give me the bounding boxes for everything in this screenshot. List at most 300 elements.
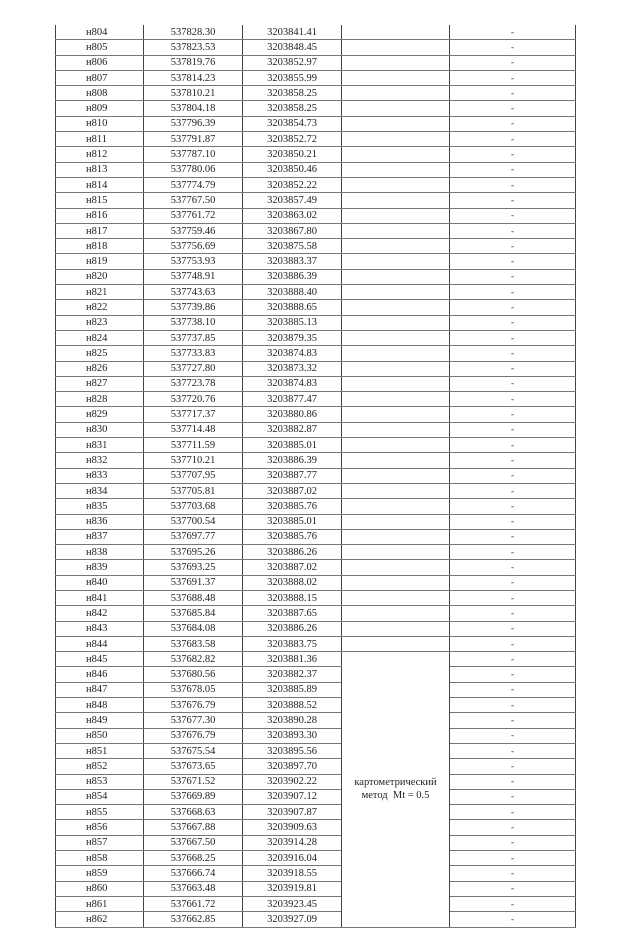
point-number-cell: н807 (56, 70, 144, 85)
point-number-cell: н834 (56, 483, 144, 498)
point-number-cell: н851 (56, 743, 144, 758)
y-coordinate-cell: 3203883.75 (243, 636, 342, 651)
table-row (56, 162, 576, 177)
error-cell: - (450, 682, 576, 697)
error-cell: - (450, 376, 576, 391)
x-coordinate-cell: 537759.46 (144, 223, 243, 238)
point-number-cell: н838 (56, 545, 144, 560)
x-coordinate-cell: 537685.84 (144, 606, 243, 621)
table-row (56, 636, 576, 651)
x-coordinate-cell: 537767.50 (144, 193, 243, 208)
table-row (56, 223, 576, 238)
x-coordinate-cell: 537667.50 (144, 835, 243, 850)
error-cell: - (450, 132, 576, 147)
point-number-cell: н830 (56, 422, 144, 437)
y-coordinate-cell: 3203852.72 (243, 132, 342, 147)
error-cell: - (450, 346, 576, 361)
method-cell (342, 376, 450, 391)
table-row (56, 177, 576, 192)
error-cell: - (450, 468, 576, 483)
error-cell: - (450, 590, 576, 605)
point-number-cell: н805 (56, 40, 144, 55)
point-number-cell: н844 (56, 636, 144, 651)
point-number-cell: н857 (56, 835, 144, 850)
table-row (56, 743, 576, 758)
error-cell: - (450, 759, 576, 774)
point-number-cell: н817 (56, 223, 144, 238)
y-coordinate-cell: 3203919.81 (243, 881, 342, 896)
table-row (56, 820, 576, 835)
method-cell (342, 483, 450, 498)
table-row (56, 789, 576, 804)
y-coordinate-cell: 3203867.80 (243, 223, 342, 238)
table-row (56, 590, 576, 605)
method-cell (342, 101, 450, 116)
y-coordinate-cell: 3203874.83 (243, 346, 342, 361)
method-cell (342, 636, 450, 651)
y-coordinate-cell: 3203888.02 (243, 575, 342, 590)
error-cell: - (450, 208, 576, 223)
table-row (56, 483, 576, 498)
method-cell (342, 621, 450, 636)
y-coordinate-cell: 3203852.22 (243, 177, 342, 192)
error-cell: - (450, 254, 576, 269)
method-cell (342, 392, 450, 407)
y-coordinate-cell: 3203887.02 (243, 560, 342, 575)
point-number-cell: н827 (56, 376, 144, 391)
table-row (56, 116, 576, 131)
y-coordinate-cell: 3203882.87 (243, 422, 342, 437)
x-coordinate-cell: 537663.48 (144, 881, 243, 896)
table-row (56, 759, 576, 774)
point-number-cell: н840 (56, 575, 144, 590)
method-cell (342, 422, 450, 437)
point-number-cell: н850 (56, 728, 144, 743)
y-coordinate-cell: 3203897.70 (243, 759, 342, 774)
table-row (56, 713, 576, 728)
x-coordinate-cell: 537710.21 (144, 453, 243, 468)
y-coordinate-cell: 3203863.02 (243, 208, 342, 223)
method-cell (342, 652, 450, 927)
table-row (56, 682, 576, 697)
table-row (56, 300, 576, 315)
error-cell: - (450, 116, 576, 131)
point-number-cell: н823 (56, 315, 144, 330)
method-cell (342, 239, 450, 254)
y-coordinate-cell: 3203841.41 (243, 25, 342, 40)
coordinates-table (55, 25, 576, 928)
error-cell: - (450, 193, 576, 208)
x-coordinate-cell: 537667.88 (144, 820, 243, 835)
y-coordinate-cell: 3203914.28 (243, 835, 342, 850)
x-coordinate-cell: 537675.54 (144, 743, 243, 758)
y-coordinate-cell: 3203888.40 (243, 285, 342, 300)
error-cell: - (450, 866, 576, 881)
point-number-cell: н826 (56, 361, 144, 376)
method-cell (342, 223, 450, 238)
x-coordinate-cell: 537682.82 (144, 652, 243, 667)
y-coordinate-cell: 3203886.26 (243, 545, 342, 560)
point-number-cell: н819 (56, 254, 144, 269)
x-coordinate-cell: 537810.21 (144, 86, 243, 101)
table-row (56, 86, 576, 101)
point-number-cell: н848 (56, 698, 144, 713)
point-number-cell: н846 (56, 667, 144, 682)
x-coordinate-cell: 537676.79 (144, 728, 243, 743)
y-coordinate-cell: 3203902.22 (243, 774, 342, 789)
point-number-cell: н815 (56, 193, 144, 208)
error-cell: - (450, 162, 576, 177)
point-number-cell: н849 (56, 713, 144, 728)
error-cell: - (450, 239, 576, 254)
x-coordinate-cell: 537774.79 (144, 177, 243, 192)
table-row (56, 545, 576, 560)
point-number-cell: н813 (56, 162, 144, 177)
x-coordinate-cell: 537733.83 (144, 346, 243, 361)
x-coordinate-cell: 537787.10 (144, 147, 243, 162)
point-number-cell: н833 (56, 468, 144, 483)
table-row (56, 805, 576, 820)
x-coordinate-cell: 537662.85 (144, 912, 243, 927)
error-cell: - (450, 269, 576, 284)
x-coordinate-cell: 537780.06 (144, 162, 243, 177)
x-coordinate-cell: 537796.39 (144, 116, 243, 131)
error-cell: - (450, 300, 576, 315)
x-coordinate-cell: 537691.37 (144, 575, 243, 590)
method-cell (342, 86, 450, 101)
x-coordinate-cell: 537700.54 (144, 514, 243, 529)
table-row (56, 560, 576, 575)
x-coordinate-cell: 537703.68 (144, 499, 243, 514)
y-coordinate-cell: 3203888.52 (243, 698, 342, 713)
table-row (56, 698, 576, 713)
table-row (56, 208, 576, 223)
error-cell: - (450, 560, 576, 575)
error-cell: - (450, 896, 576, 911)
y-coordinate-cell: 3203887.65 (243, 606, 342, 621)
y-coordinate-cell: 3203854.73 (243, 116, 342, 131)
table-row (56, 896, 576, 911)
point-number-cell: н808 (56, 86, 144, 101)
method-cell (342, 25, 450, 40)
error-cell: - (450, 851, 576, 866)
table-row (56, 25, 576, 40)
error-cell: - (450, 70, 576, 85)
point-number-cell: н836 (56, 514, 144, 529)
y-coordinate-cell: 3203918.55 (243, 866, 342, 881)
y-coordinate-cell: 3203885.01 (243, 438, 342, 453)
y-coordinate-cell: 3203885.76 (243, 499, 342, 514)
point-number-cell: н828 (56, 392, 144, 407)
point-number-cell: н835 (56, 499, 144, 514)
y-coordinate-cell: 3203886.26 (243, 621, 342, 636)
point-number-cell: н860 (56, 881, 144, 896)
method-cell (342, 499, 450, 514)
y-coordinate-cell: 3203885.13 (243, 315, 342, 330)
error-cell: - (450, 881, 576, 896)
y-coordinate-cell: 3203880.86 (243, 407, 342, 422)
error-cell: - (450, 743, 576, 758)
error-cell: - (450, 177, 576, 192)
error-cell: - (450, 912, 576, 927)
x-coordinate-cell: 537828.30 (144, 25, 243, 40)
point-number-cell: н859 (56, 866, 144, 881)
method-cell (342, 269, 450, 284)
error-cell: - (450, 545, 576, 560)
table-row (56, 40, 576, 55)
x-coordinate-cell: 537739.86 (144, 300, 243, 315)
error-cell: - (450, 652, 576, 667)
table-row (56, 147, 576, 162)
x-coordinate-cell: 537683.58 (144, 636, 243, 651)
x-coordinate-cell: 537693.25 (144, 560, 243, 575)
error-cell: - (450, 422, 576, 437)
x-coordinate-cell: 537666.74 (144, 866, 243, 881)
table-row (56, 621, 576, 636)
point-number-cell: н829 (56, 407, 144, 422)
error-cell: - (450, 529, 576, 544)
y-coordinate-cell: 3203887.77 (243, 468, 342, 483)
x-coordinate-cell: 537673.65 (144, 759, 243, 774)
table-row (56, 330, 576, 345)
method-cell (342, 529, 450, 544)
method-cell (342, 40, 450, 55)
error-cell: - (450, 575, 576, 590)
table-row (56, 346, 576, 361)
x-coordinate-cell: 537680.56 (144, 667, 243, 682)
error-cell: - (450, 514, 576, 529)
y-coordinate-cell: 3203923.45 (243, 896, 342, 911)
method-cell (342, 330, 450, 345)
point-number-cell: н845 (56, 652, 144, 667)
method-cell (342, 407, 450, 422)
point-number-cell: н854 (56, 789, 144, 804)
x-coordinate-cell: 537711.59 (144, 438, 243, 453)
method-cell (342, 116, 450, 131)
point-number-cell: н824 (56, 330, 144, 345)
point-number-cell: н855 (56, 805, 144, 820)
x-coordinate-cell: 537677.30 (144, 713, 243, 728)
x-coordinate-cell: 537695.26 (144, 545, 243, 560)
method-cell (342, 208, 450, 223)
y-coordinate-cell: 3203885.76 (243, 529, 342, 544)
y-coordinate-cell: 3203895.56 (243, 743, 342, 758)
table-row (56, 866, 576, 881)
table-row (56, 774, 576, 789)
error-cell: - (450, 25, 576, 40)
x-coordinate-cell: 537819.76 (144, 55, 243, 70)
error-cell: - (450, 407, 576, 422)
x-coordinate-cell: 537748.91 (144, 269, 243, 284)
table-row (56, 70, 576, 85)
error-cell: - (450, 40, 576, 55)
table-row (56, 239, 576, 254)
y-coordinate-cell: 3203893.30 (243, 728, 342, 743)
method-cell (342, 468, 450, 483)
method-cell (342, 606, 450, 621)
y-coordinate-cell: 3203858.25 (243, 101, 342, 116)
point-number-cell: н858 (56, 851, 144, 866)
table-row (56, 361, 576, 376)
method-cell (342, 162, 450, 177)
error-cell: - (450, 820, 576, 835)
table-row (56, 315, 576, 330)
table-row (56, 407, 576, 422)
table-row (56, 193, 576, 208)
y-coordinate-cell: 3203890.28 (243, 713, 342, 728)
method-cell (342, 285, 450, 300)
coordinates-table-body (56, 25, 576, 927)
method-cell (342, 575, 450, 590)
point-number-cell: н837 (56, 529, 144, 544)
error-cell: - (450, 55, 576, 70)
error-cell: - (450, 728, 576, 743)
method-cell (342, 346, 450, 361)
error-cell: - (450, 667, 576, 682)
method-cell (342, 438, 450, 453)
table-row (56, 101, 576, 116)
table-row (56, 376, 576, 391)
error-cell: - (450, 621, 576, 636)
method-cell (342, 193, 450, 208)
error-cell: - (450, 774, 576, 789)
x-coordinate-cell: 537671.52 (144, 774, 243, 789)
method-name: картометрический (354, 777, 437, 789)
x-coordinate-cell: 537753.93 (144, 254, 243, 269)
error-cell: - (450, 789, 576, 804)
error-cell: - (450, 285, 576, 300)
table-row (56, 132, 576, 147)
table-row (56, 269, 576, 284)
table-row (56, 606, 576, 621)
method-cell (342, 177, 450, 192)
method-cell (342, 70, 450, 85)
x-coordinate-cell: 537661.72 (144, 896, 243, 911)
point-number-cell: н842 (56, 606, 144, 621)
y-coordinate-cell: 3203927.09 (243, 912, 342, 927)
x-coordinate-cell: 537814.23 (144, 70, 243, 85)
error-cell: - (450, 101, 576, 116)
error-cell: - (450, 805, 576, 820)
method-cell (342, 132, 450, 147)
x-coordinate-cell: 537678.05 (144, 682, 243, 697)
error-cell: - (450, 483, 576, 498)
x-coordinate-cell: 537720.76 (144, 392, 243, 407)
y-coordinate-cell: 3203855.99 (243, 70, 342, 85)
error-cell: - (450, 147, 576, 162)
point-number-cell: н814 (56, 177, 144, 192)
y-coordinate-cell: 3203858.25 (243, 86, 342, 101)
method-cell (342, 361, 450, 376)
x-coordinate-cell: 537791.87 (144, 132, 243, 147)
table-row (56, 667, 576, 682)
point-number-cell: н853 (56, 774, 144, 789)
point-number-cell: н856 (56, 820, 144, 835)
error-cell: - (450, 315, 576, 330)
point-number-cell: н821 (56, 285, 144, 300)
y-coordinate-cell: 3203907.12 (243, 789, 342, 804)
point-number-cell: н812 (56, 147, 144, 162)
table-row (56, 392, 576, 407)
x-coordinate-cell: 537743.63 (144, 285, 243, 300)
table-row (56, 453, 576, 468)
method-cell (342, 55, 450, 70)
point-number-cell: н825 (56, 346, 144, 361)
error-cell: - (450, 223, 576, 238)
table-row (56, 438, 576, 453)
table-row (56, 55, 576, 70)
table-row (56, 254, 576, 269)
x-coordinate-cell: 537668.25 (144, 851, 243, 866)
error-cell: - (450, 361, 576, 376)
method-cell (342, 300, 450, 315)
error-cell: - (450, 453, 576, 468)
error-cell: - (450, 438, 576, 453)
table-row (56, 514, 576, 529)
point-number-cell: н839 (56, 560, 144, 575)
point-number-cell: н818 (56, 239, 144, 254)
y-coordinate-cell: 3203874.83 (243, 376, 342, 391)
method-cell (342, 560, 450, 575)
point-number-cell: н847 (56, 682, 144, 697)
x-coordinate-cell: 537705.81 (144, 483, 243, 498)
table-row (56, 468, 576, 483)
y-coordinate-cell: 3203882.37 (243, 667, 342, 682)
method-accuracy: метод Mt = 0.5 (361, 790, 430, 802)
x-coordinate-cell: 537717.37 (144, 407, 243, 422)
point-number-cell: н820 (56, 269, 144, 284)
y-coordinate-cell: 3203888.65 (243, 300, 342, 315)
point-number-cell: н809 (56, 101, 144, 116)
y-coordinate-cell: 3203879.35 (243, 330, 342, 345)
x-coordinate-cell: 537697.77 (144, 529, 243, 544)
x-coordinate-cell: 537738.10 (144, 315, 243, 330)
table-row (56, 529, 576, 544)
x-coordinate-cell: 537823.53 (144, 40, 243, 55)
point-number-cell: н832 (56, 453, 144, 468)
error-cell: - (450, 606, 576, 621)
y-coordinate-cell: 3203885.89 (243, 682, 342, 697)
point-number-cell: н822 (56, 300, 144, 315)
y-coordinate-cell: 3203886.39 (243, 269, 342, 284)
y-coordinate-cell: 3203881.36 (243, 652, 342, 667)
y-coordinate-cell: 3203907.87 (243, 805, 342, 820)
y-coordinate-cell: 3203886.39 (243, 453, 342, 468)
x-coordinate-cell: 537707.95 (144, 468, 243, 483)
x-coordinate-cell: 537668.63 (144, 805, 243, 820)
point-number-cell: н810 (56, 116, 144, 131)
table-row (56, 728, 576, 743)
x-coordinate-cell: 537684.08 (144, 621, 243, 636)
y-coordinate-cell: 3203916.04 (243, 851, 342, 866)
error-cell: - (450, 330, 576, 345)
error-cell: - (450, 713, 576, 728)
x-coordinate-cell: 537714.48 (144, 422, 243, 437)
table-row (56, 285, 576, 300)
y-coordinate-cell: 3203873.32 (243, 361, 342, 376)
y-coordinate-cell: 3203875.58 (243, 239, 342, 254)
point-number-cell: н852 (56, 759, 144, 774)
point-number-cell: н831 (56, 438, 144, 453)
table-row (56, 851, 576, 866)
method-cell (342, 514, 450, 529)
error-cell: - (450, 392, 576, 407)
method-cell (342, 590, 450, 605)
method-cell (342, 315, 450, 330)
method-cell (342, 147, 450, 162)
y-coordinate-cell: 3203877.47 (243, 392, 342, 407)
point-number-cell: н862 (56, 912, 144, 927)
